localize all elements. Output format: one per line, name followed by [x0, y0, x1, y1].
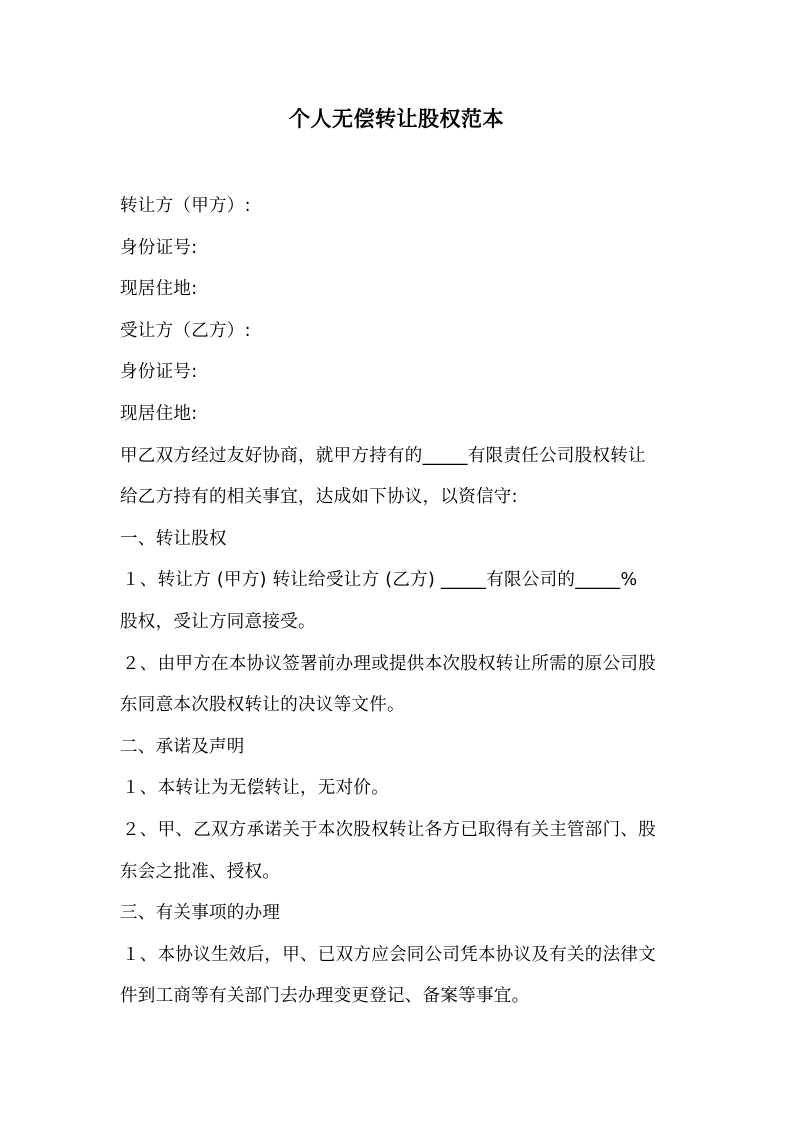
clause-line: ２、由甲方在本协议签署前办理或提供本次股权转让所需的原公司股 [122, 653, 656, 674]
clause-line: 件到工商等有关部门去办理变更登记、备案等事宜。 [120, 986, 530, 1007]
transferor-label: 转让方（甲方）: [120, 196, 251, 216]
transferee-id-label: 身份证号: [120, 362, 198, 383]
document-body [120, 186, 676, 1018]
clause-line: １、本转让为无偿转让，无对价。 [122, 778, 389, 799]
clause-line: 东会之批准、授权。 [120, 861, 281, 882]
transferee-address-label: 现居住地: [120, 403, 198, 424]
section-heading: 二、承诺及声明 [120, 736, 245, 757]
clause-line: 股权，受让方同意接受。 [120, 611, 316, 632]
preamble-line: 甲乙双方经过友好协商，就甲方持有的_____有限责任公司股权转让 [120, 445, 646, 466]
clause-line: １、本协议生效后，甲、已双方应会同公司凭本协议及有关的法律文 [122, 944, 656, 965]
section-heading: 三、有关事项的办理 [120, 903, 281, 924]
clause-line: ２、甲、乙双方承诺关于本次股权转让各方已取得有关主管部门、股 [122, 819, 656, 840]
preamble-line: 给乙方持有的相关事宜，达成如下协议，以资信守: [120, 487, 518, 508]
transferee-label: 受让方（乙方）: [120, 320, 251, 341]
transferor-id-label: 身份证号: [120, 237, 198, 258]
document-title: 个人无偿转让股权范本 [289, 107, 504, 131]
section-heading: 一、转让股权 [120, 528, 227, 549]
clause-line: １、转让方 (甲方) 转让给受让方 (乙方) _____有限公司的_____% [122, 570, 638, 591]
clause-line: 东同意本次股权转让的决议等文件。 [120, 695, 405, 716]
transferor-address-label: 现居住地: [120, 279, 198, 300]
